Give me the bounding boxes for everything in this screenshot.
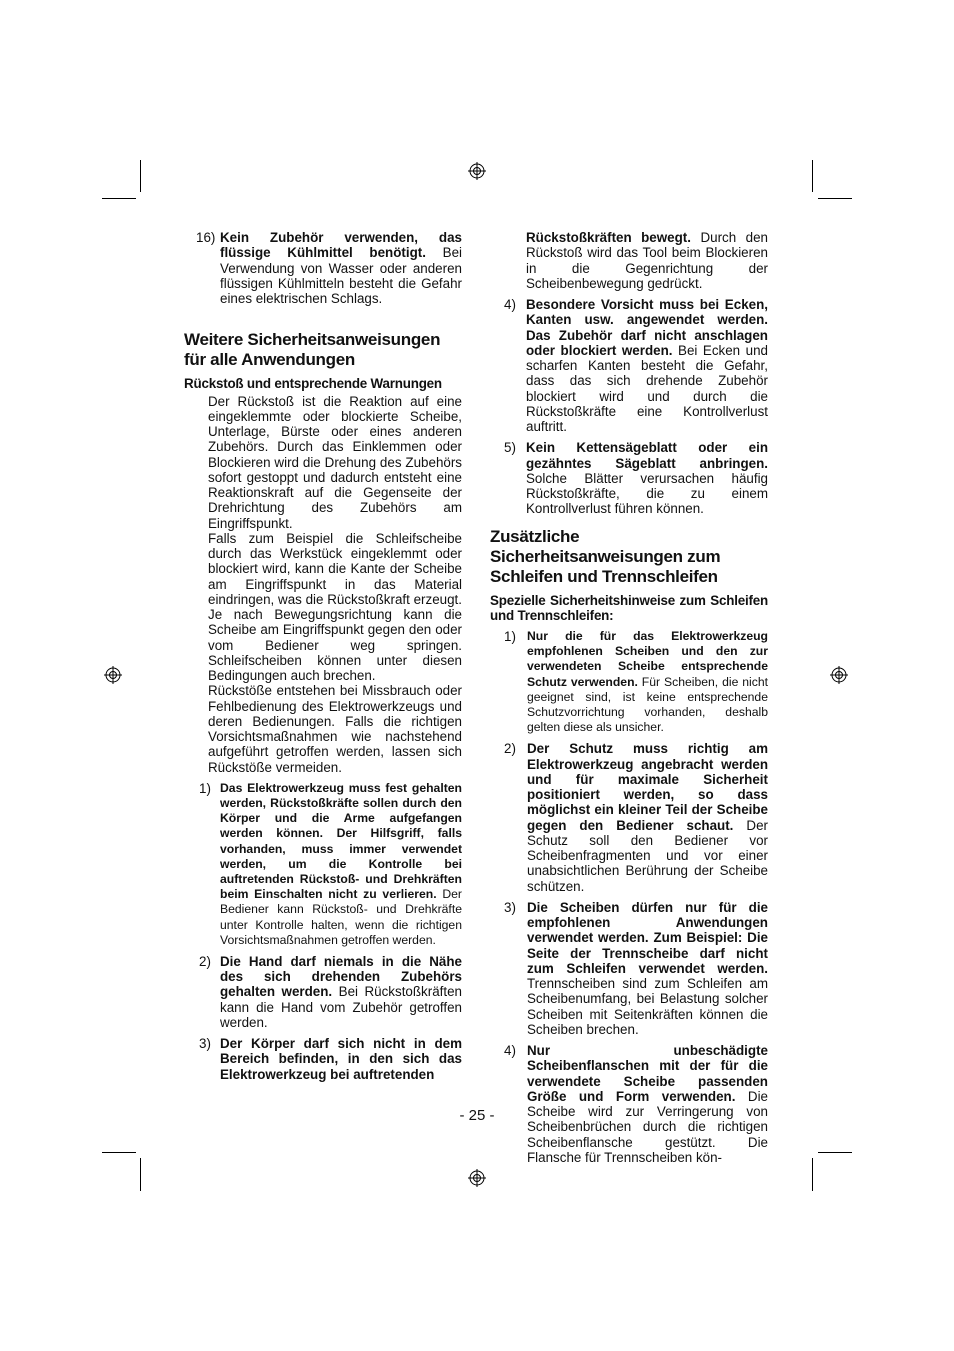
item-text (527, 1043, 768, 1165)
list-item (504, 440, 768, 516)
item-bold-text: Rückstoßkräften bewegt. (526, 230, 691, 245)
item-bold-text: Besondere Vorsicht muss bei Ecken, Kanten usw. angewendet werden. Das Zubehör darf nicht anschlagen oder blockiert werden. (526, 297, 768, 358)
item-number: 3) (199, 1036, 211, 1052)
registration-mark-icon (468, 1169, 486, 1187)
item-number: 4) (504, 1043, 516, 1059)
item-text (220, 781, 462, 948)
crop-mark (140, 160, 141, 192)
item-number: 5) (504, 440, 516, 456)
item-body-text: Trennscheiben sind zum Schleifen am Scheibenumfang, bei Belastung solcher Scheiben mit Seitenkräften können die Scheiben brechen. (527, 976, 768, 1037)
item-body-text: Bei Ecken und scharfen Kanten besteht die Gefahr, dass das sich drehende Zubehör blockiert wird und durch die Rückstoßkräfte eine Kontrollverlust auftritt. (526, 342, 769, 434)
item-body-text: Solche Blätter verursachen häufig Rückstoßkräfte, die zu einem Kontrollverlust führen können. (526, 470, 768, 517)
crop-mark (812, 160, 813, 192)
crop-mark (818, 198, 852, 199)
list-item (504, 297, 768, 434)
list-item (199, 1036, 462, 1082)
item-bold-text: Der Körper darf sich nicht in dem Bereich befinden, in den sich das Elektrowerkzeug bei auftretenden (220, 1036, 462, 1082)
item-bold-text: Nur die für das Elektrowerkzeug empfohlenen Scheiben und den zur verwendeten Scheibe entsprechende Schutz verwenden. (527, 629, 768, 689)
right-column (490, 230, 768, 1171)
list-item (199, 781, 462, 948)
left-column (184, 230, 462, 1088)
section-heading: Zusätzliche Sicherheitsanweisungen zum Schleifen und Trennschleifen (490, 526, 721, 586)
item-body-text: Der Bediener kann Rückstoß- und Drehkräfte unter Kontrolle halten, wenn die richtigen Vorsichtsmaßnahmen getroffen werden. (220, 887, 462, 947)
item-number: 1) (504, 629, 516, 644)
item-text (526, 440, 768, 516)
list-item (199, 954, 462, 1030)
item-text (527, 900, 768, 1037)
subsection-heading: Rückstoß und entsprechende Warnungen (184, 376, 442, 392)
item-number: 2) (199, 953, 211, 969)
list-item (504, 741, 768, 894)
section-heading: Weitere Sicherheitsanweisungen für alle Anwendungen (184, 330, 441, 370)
item-bold-text: Die Scheiben dürfen nur für die empfohlenen Anwendungen verwendet werden. Zum Beispiel: Die Seite der Trennscheibe darf nicht zum Schleifen verwendet werden. (527, 899, 768, 976)
crop-mark (140, 1158, 141, 1191)
item-text (527, 741, 768, 894)
subsection-heading: Spezielle Sicherheitshinweise zum Schleifen und Trennschleifen: (490, 592, 768, 623)
registration-mark-icon (104, 666, 122, 684)
list-item (504, 900, 768, 1037)
warning-list (199, 781, 462, 1082)
item-bold-text: Kein Kettensägeblatt oder ein gezähntes Sägeblatt anbringen. (526, 440, 768, 471)
item-number: 2) (504, 741, 516, 757)
crop-mark (102, 198, 136, 199)
item-number: 16) (196, 230, 216, 245)
list-item (504, 1043, 768, 1165)
page-number: - 25 - (459, 1107, 495, 1124)
item-number: 1) (199, 780, 211, 796)
crop-mark (102, 1152, 136, 1153)
item-text (220, 1036, 462, 1082)
item-body-text: Bei Rückstoßkräften kann die Hand vom Zubehör getroffen werden. (220, 984, 462, 1030)
item-bold-text: Nur unbeschädigte Scheibenflanschen mit der für die verwendete Scheibe passenden Größe und Form verwenden. (527, 1043, 768, 1104)
item-body-text: Der Schutz soll den Bediener vor Scheibenfragmenten und vor einer unabsichtlichen Berührung der Scheibe schützen. (527, 817, 768, 894)
list-item-16 (196, 230, 462, 306)
item-bold-text: Kein Zubehör verwenden, das flüssige Kühlmittel benötigt. (220, 230, 462, 261)
item-text (526, 297, 768, 434)
item-bold-text: Der Schutz muss richtig am Elektrowerkzeug angebracht werden und für maximale Sicherheit positioniert werden, so dass möglichst ein kleiner Teil der Scheibe gegen den Bediener schaut. (527, 741, 768, 833)
registration-mark-icon (830, 666, 848, 684)
item-number: 3) (504, 899, 516, 915)
item-text (220, 954, 462, 1030)
item-body-text: Die Scheibe wird zur Verringerung von Scheibenbrüchen durch die richtigen Scheibenflansche gestützt. Die Flansche für Trennscheiben kön- (527, 1088, 768, 1165)
paragraph: Der Rückstoß ist die Reaktion auf eine eingeklemmte oder blockierte Scheibe, Unterlage, Bürste oder eines anderen Zubehörs. Durch das Einklemmen oder Blockieren wird die Drehung des Zubehörs sofort gestoppt und dadurch entsteht eine Reaktionskraft auf die Gegenseite der Drehrichtung des Zubehörs am Eingriffspunkt. (208, 393, 462, 531)
item-bold-text: Die Hand darf niemals in die Nähe des sich drehenden Zubehörs gehalten werden. (220, 953, 462, 1000)
registration-mark-icon (468, 162, 486, 180)
item-text (220, 230, 462, 306)
item-body-text: Für Scheiben, die nicht geeignet sind, ist keine entsprechende Schutzvorrichtung vorhanden, deshalb gelten diese als unsicher. (527, 674, 768, 735)
paragraph: Rückstöße entstehen bei Missbrauch oder Fehlbedienung des Elektrowerkzeugs und deren Bedienungen. Falls die richtigen Vorsichtsmaßnahmen wie nachstehend aufgeführt getroffen werden, lassen sich Rückstöße vermeiden. (208, 683, 462, 775)
item-bold-text: Das Elektrowerkzeug muss fest gehalten werden, Rückstoßkräfte sollen durch den Körper und die Arme aufgefangen werden können. Der Hilfsgriff, falls vorhanden, muss immer verwendet werden, um die Kontrolle bei auftretenden Rückstoß- und Drehkräften beim Einschalten nicht zu verlieren. (220, 780, 462, 902)
paragraph: Falls zum Beispiel die Schleifscheibe durch das Werkstück eingeklemmt oder blockiert wird, kann die Kante der Scheibe am Eingriffspunkt in das Material eindringen, was die Rückstoßkraft erzeugt. Je nach Bewegungsrichtung kann die Scheibe am Eingriffspunkt gegen den oder vom Bediener weg springen. Schleifscheiben können unter diesen Bedingungen auch brechen. (208, 530, 462, 683)
item-text (527, 629, 768, 735)
item-body-text: Durch den Rückstoß wird das Tool beim Blockieren in die Gegenrichtung der Scheibenbewegung gedrückt. (526, 230, 768, 291)
item-number: 4) (504, 297, 516, 312)
list-item (504, 629, 768, 735)
item-body-text: Bei Verwendung von Wasser oder anderen flüssigen Kühlmitteln besteht die Gefahr eines elektrischen Schlags. (220, 245, 463, 306)
continued-text (526, 230, 768, 291)
crop-mark (812, 1158, 813, 1191)
crop-mark (818, 1152, 852, 1153)
